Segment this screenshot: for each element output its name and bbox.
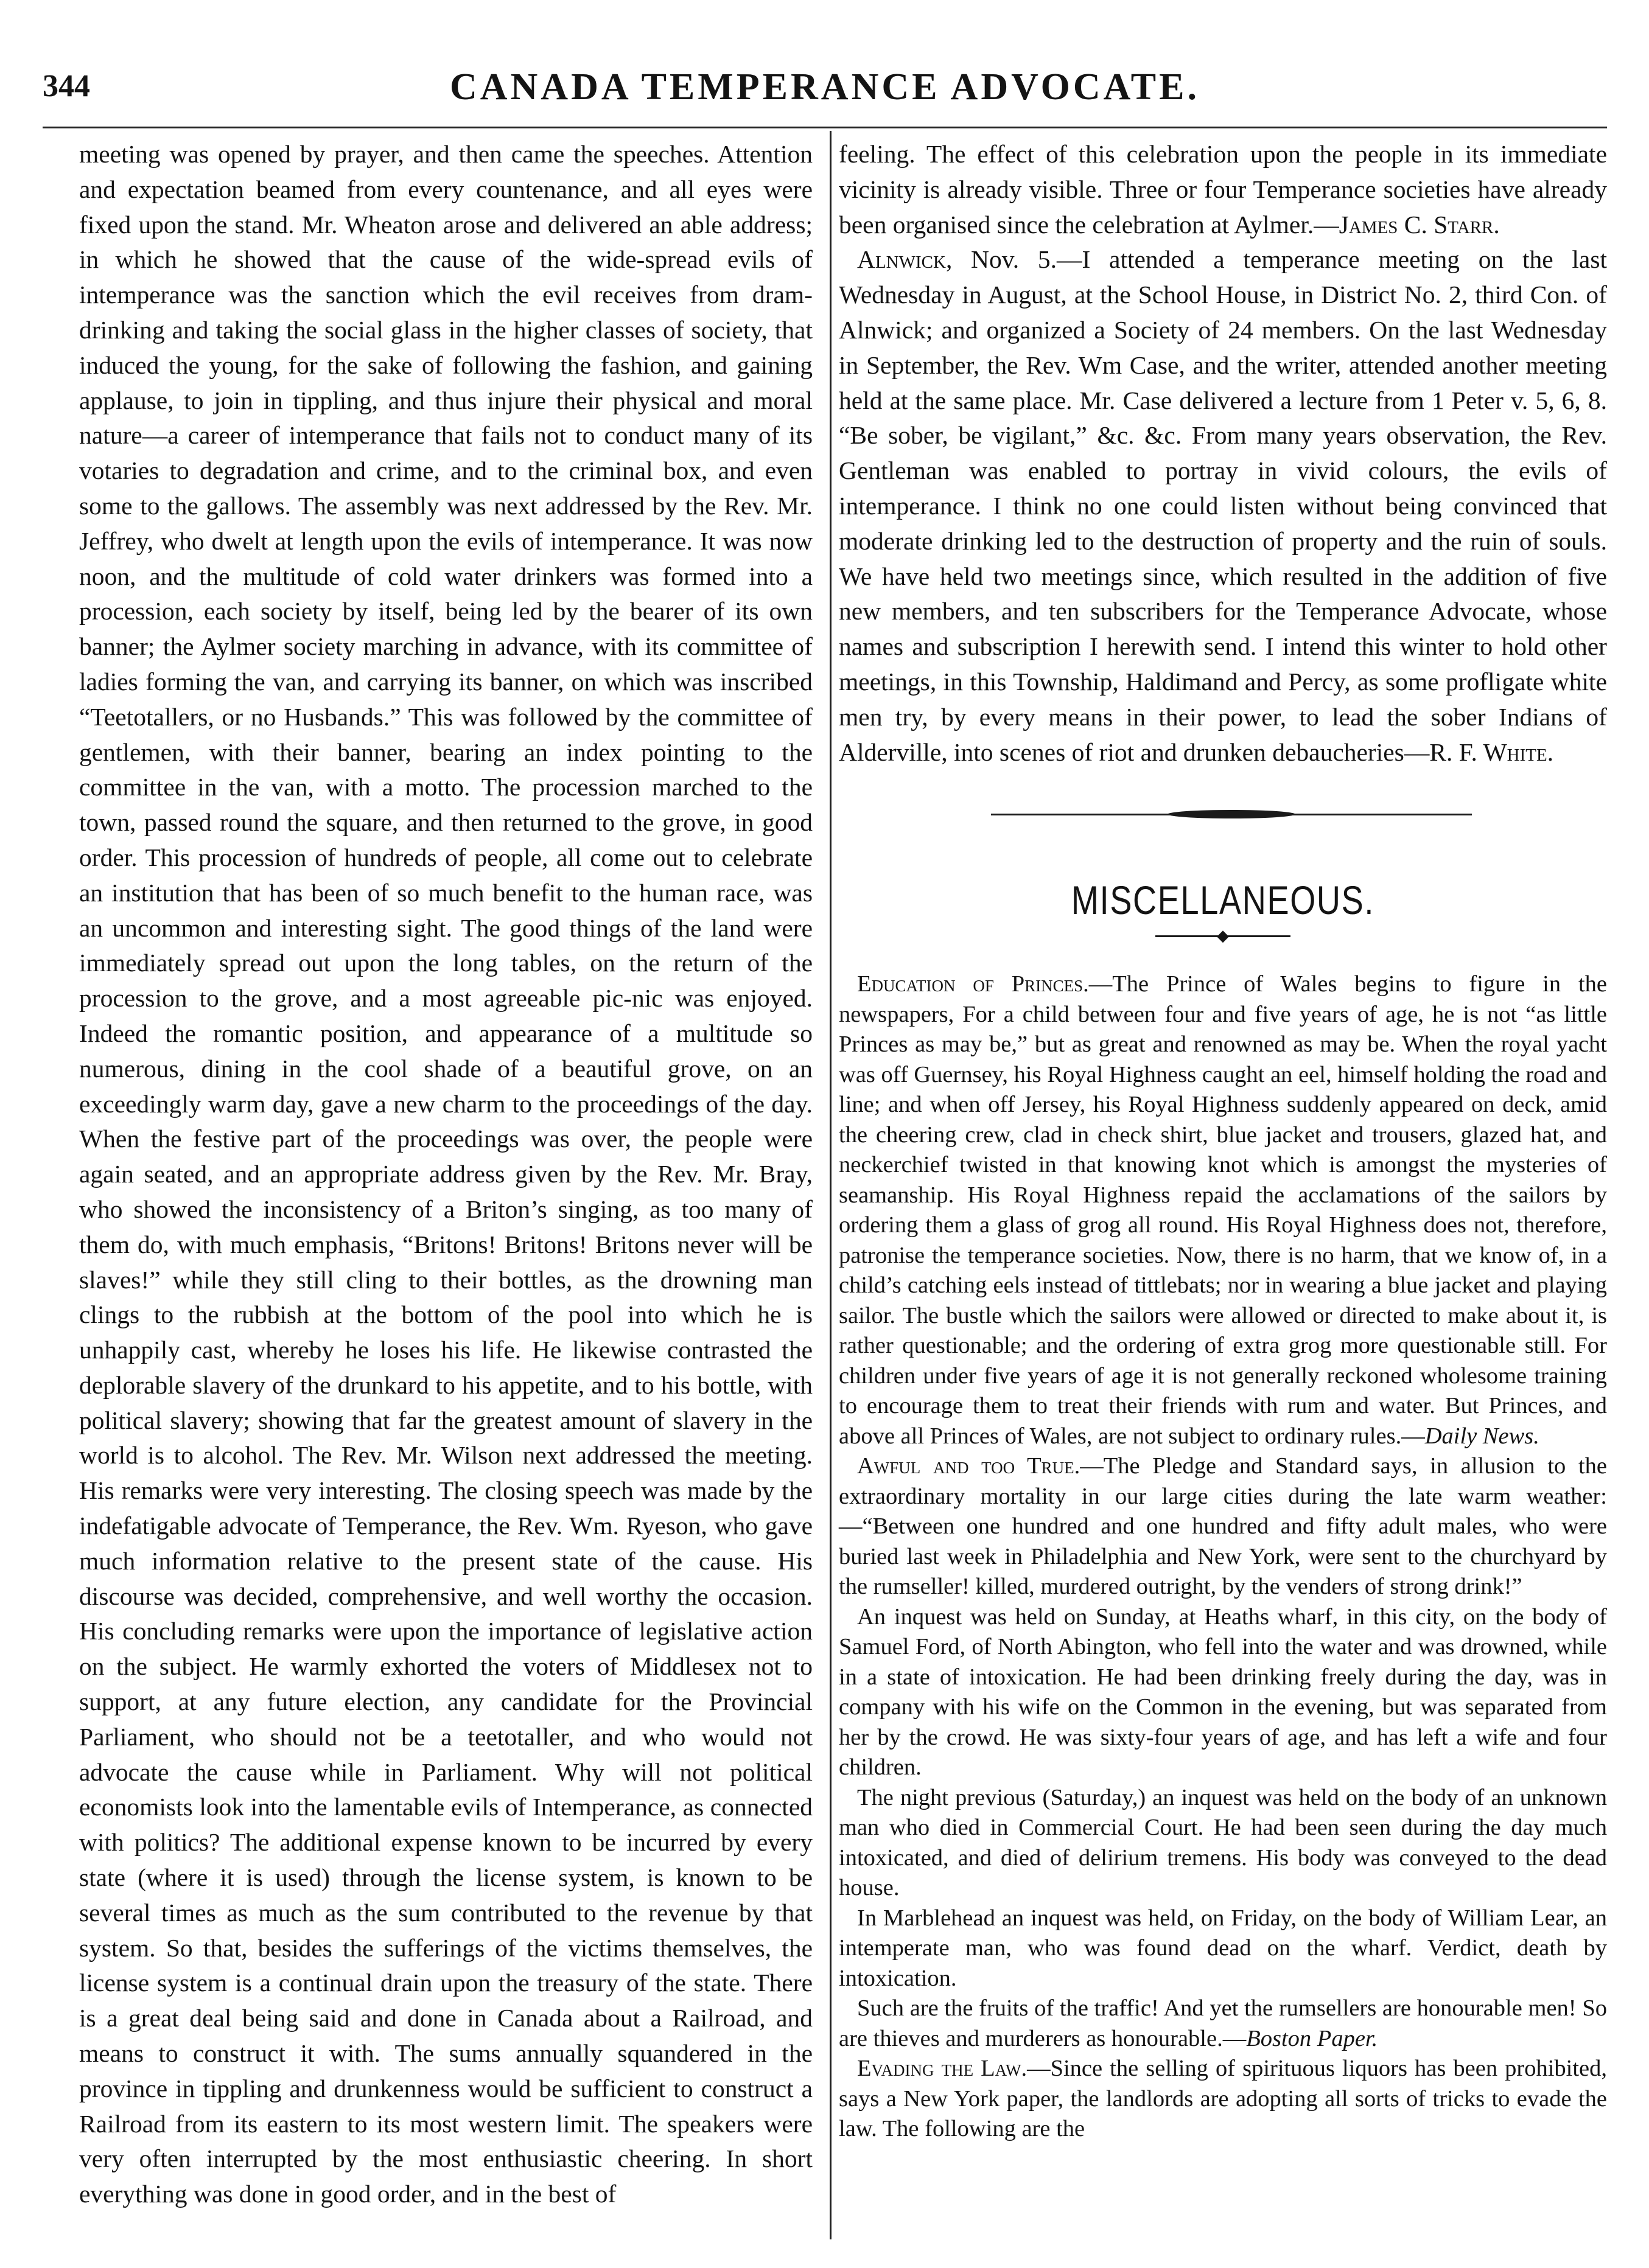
page-header bbox=[43, 68, 1607, 123]
evading-lead: Evading the Law. bbox=[857, 2056, 1028, 2082]
section-separator bbox=[839, 781, 1607, 872]
alnwick-lead: Alnwick, bbox=[857, 245, 953, 274]
diamond-ornament-icon bbox=[839, 922, 1607, 952]
fruits-of-traffic bbox=[839, 1994, 1607, 2054]
header-rule bbox=[43, 127, 1607, 128]
aylmer-continuation bbox=[839, 137, 1607, 242]
alnwick-letter bbox=[839, 242, 1607, 770]
fruits-text: Such are the fruits of the traffic! And yet the rumsellers are honourable men! So are thieves and murderers as honourable.— bbox=[839, 1995, 1607, 2051]
alnwick-signature: —R. F. White. bbox=[1404, 738, 1554, 766]
education-of-princes-item bbox=[839, 969, 1607, 1451]
inquest-lear: In Marblehead an inquest was held, on Friday, on the body of William Lear, an intemperate man, who was found dead on the wharf. Verdict, death by intoxication. bbox=[839, 1905, 1607, 1991]
right-column bbox=[839, 137, 1607, 2144]
page-number: 344 bbox=[43, 69, 90, 103]
miscellaneous-section bbox=[839, 969, 1607, 2144]
education-source: Daily News. bbox=[1424, 1423, 1539, 1449]
alnwick-body: Nov. 5.—I attended a temperance meeting on the last Wednesday in August, at the School House, in District No. 2, third Con. of Alnwick; and organized a Society of 24 members. On the last Wednesday in September, the Rev. Wm Case, and the writer, attended another meeting held at the same place. Mr. Case delivered a lecture from 1 Peter v. 5, 6, 8. “Be sober, be vigilant,” &c. &c. From many years observation, the Rev. Gentleman was enabled to portray in vivid colours, the evils of intemperance. I think no one could listen without being convinced that moderate drinking led to the destruction of property and the ruin of souls. We have held two meetings since, which resulted in the addition of five new members, and ten subscribers for the Temperance Advocate, whose names and subscription I herewith send. I intend this winter to hold other meetings, in this Township, Haldimand and Percy, as some profligate white men try, by every means in their power, to lead the sober Indians of Alderville, into scenes of riot and drunken debaucheries bbox=[839, 245, 1607, 766]
fruits-source: Boston Paper. bbox=[1246, 2025, 1378, 2051]
evading-body: —Since the selling of spirituous liquors has been prohibited, says a New York paper, the landlords are adopting all sorts of tricks to evade the law. The following are the bbox=[839, 2056, 1607, 2142]
aylmer-text: feeling. The effect of this celebration upon the people in its immediate vicinity is already visible. Three or four Temperance societies have already been organised since the celebration at Aylmer. bbox=[839, 140, 1607, 239]
column-divider bbox=[830, 131, 832, 2239]
section-heading: MISCELLANEOUS. bbox=[1071, 878, 1375, 923]
awful-item bbox=[839, 1451, 1607, 1602]
running-title: CANADA TEMPERANCE ADVOCATE. bbox=[449, 66, 1200, 108]
awful-lead: Awful and too True. bbox=[857, 1453, 1080, 1479]
awful-body: —The Pledge and Standard says, in allusion to the extraordinary mortality in our large cities during the late warm weather:—“Between one hundred and one hundred and fifty adult males, who were buried last week in Philadelphia and New York, were sent to the churchyard by the rumseller! killed, murdered outright, by the venders of strong drink!” bbox=[839, 1453, 1607, 1600]
left-column bbox=[79, 137, 813, 2212]
education-lead: Education of Princes. bbox=[857, 971, 1089, 997]
meeting-account-paragraph: meeting was opened by prayer, and then came the speeches. Attention and expectation beamed from every countenance, and all eyes were fixed upon the stand. Mr. Wheaton arose and delivered an able address; in which he showed that the cause of the wide-spread evils of intemperance was the sanction which the evil receives from dram-drinking and taking the social glass in the higher classes of society, that induced the young, for the sake of following the fashion, and gaining applause, to join in tippling, and thus injure their physical and moral nature—a career of intemperance that fails not to conduct many of its votaries to degradation and crime, and to the criminal box, and even some to the gallows. The assembly was next addressed by the Rev. Mr. Jeffrey, who dwelt at length upon the evils of intemperance. It was now noon, and the multitude of cold water drinkers was formed into a procession, each society by itself, being led by the bearer of its own banner; the Aylmer society marching in advance, with its committee of ladies forming the van, and carrying its banner, on which was inscribed “Teetotallers, or no Husbands.” This was followed by the committee of gentlemen, with their banner, bearing an index pointing to the committee in the van, with a motto. The procession marched to the town, passed round the square, and then returned to the grove, in good order. This procession of hundreds of people, all come out to celebrate an institution that has been of so much benefit to the human race, was an uncommon and interesting sight. The good things of the land were immediately spread out upon the long tables, on the return of the procession to the grove, and a most agreeable pic-nic was enjoyed. Indeed the romantic position, and appearance of a multitude so numerous, dining in the cool shade of a beautiful grove, on an exceedingly warm day, gave a new charm to the proceedings of the day. When the festive part of the proceedings was over, the people were again seated, and an appropriate address given by the Rev. Mr. Bray, who showed the inconsistency of a Briton’s singing, as too many of them do, with much emphasis, “Britons! Britons! Britons never will be slaves!” while they still cling to their bottles, as the drowning man clings to the rubbish at the bottom of the pool into which he is unhappily cast, whereby he loses his life. He likewise contrasted the deplorable slavery of the drunkard to his appetite, and to his bottle, with political slavery; showing that far the greatest amount of slavery in the world is to alcohol. The Rev. Mr. Wilson next addressed the meeting. His remarks were very interesting. The closing speech was made by the indefatigable advocate of Temperance, the Rev. Wm. Ryeson, who gave much information relative to the present state of the cause. His discourse was decided, comprehensive, and well worthy the occasion. His concluding remarks were upon the importance of legislative action on the subject. He warmly exhorted the voters of Middlesex not to support, at any future election, any candidate for the Provincial Parliament, who should not be a teetotaller, and who would not advocate the cause while in Parliament. Why will not political economists look into the lamentable evils of Intemperance, as connected with politics? The additional expense known to be incurred by every state (where it is used) through the license system, is known to be several times as much as the sum contributed to the revenue by that system. So that, besides the sufferings of the victims themselves, the license system is a continual drain upon the treasury of the state. There is a great deal being said and done in Canada about a Railroad, and means to construct it with. The sums annually squandered in the province in tippling and drunkenness would be sufficient to construct a Railroad from its eastern to its most western limit. The speakers were very often interrupted by the most enthusiastic cheering. In short everything was done in good order, and in the best of bbox=[79, 140, 813, 2208]
education-body: —The Prince of Wales begins to figure in the newspapers, For a child between four and five years of age, he is not “as little Princes as may be,” but as great and renowned as may be. When the royal yacht was off Guernsey, his Royal Highness caught an eel, himself holding the road and line; and when off Jersey, his Royal Highness suddenly appeared on deck, amid the cheering crew, clad in check shirt, blue jacket and trousers, glazed hat, and neckerchief twisted in that knowing knot which is amongst the mysteries of seamanship. His Royal Highness repaid the acclamations of the sailors by ordering them a glass of grog all round. His Royal Highness does not, therefore, patronise the temperance societies. Now, there is no harm, that we know of, in a child’s catching eels instead of tittlebats; nor in wearing a blue jacket and playing sailor. The bustle which the sailors were allowed or directed to make about it, is rather questionable; and the ordering of extra grog more questionable still. For children under five years of age it is not generally reckoned wholesome training to encourage them to treat their friends with rum and water. But Princes, and above all Princes of Wales, are not subject to ordinary rules.— bbox=[839, 971, 1607, 1449]
ornamental-rule bbox=[991, 811, 1472, 817]
inquest-ford: An inquest was held on Sunday, at Heaths wharf, in this city, on the body of Samuel Ford, of North Abington, who fell into the water and was drowned, while in a state of intoxication. He had been drinking freely during the day, was in company with his wife on the Common in the evening, but was separated from her by the crowd. He was sixty-four years of age, and has left a wife and four children. bbox=[839, 1603, 1607, 1781]
evading-the-law-item bbox=[839, 2054, 1607, 2144]
inquest-unknown-man: The night previous (Saturday,) an inquest was held on the body of an unknown man who died in Commercial Court. He had been seen during the day much intoxicated, and died of delirium tremens. His body was conveyed to the dead house. bbox=[839, 1784, 1607, 1901]
aylmer-signature: —James C. Starr. bbox=[1314, 210, 1500, 239]
